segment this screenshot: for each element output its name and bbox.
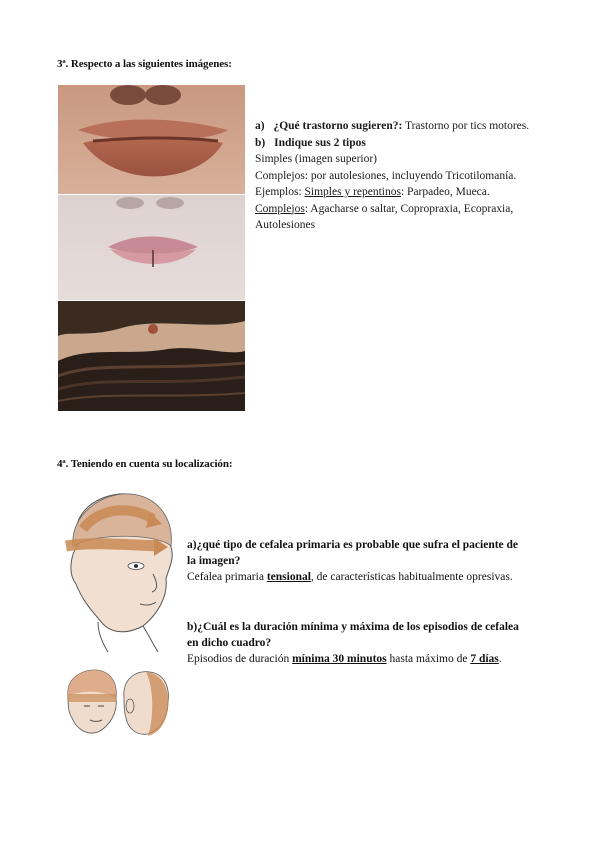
question-a-answer [187,569,527,585]
lips-photo-top [58,85,245,194]
answer-key-max: 7 días [470,653,499,665]
question-b-text: b)¿Cuál es la duración mínima y máxima de los episodios de cefalea en dicho cuadro? [187,621,519,649]
question-b [255,135,545,152]
question-a-label: a) [255,120,265,132]
answer-mid: hasta máximo de [386,653,471,665]
answer-rest: , de características habitualmente opresivas. [310,571,513,583]
lips-photo-middle [58,195,245,300]
scalp-photo-bottom [58,301,245,411]
examples-line [255,184,545,201]
answer-prefix: Episodios de duración [187,653,293,665]
answer-line-1: Simples (imagen superior) [255,153,378,165]
examples-simple: Simples y repentinos [304,186,401,198]
question-a-text: a)¿qué tipo de cefalea primaria es probable que sufra el paciente de la imagen? [187,539,519,567]
examples-complex-rest: : Agacharse o saltar, Copropraxia, Ecopraxia, Autolesiones [255,202,514,231]
answer-key-tensional: tensional [266,571,311,583]
question-a-answer: Trastorno por tics motores. [402,120,530,132]
question-b-answer [187,651,527,667]
examples-complex: Complejos [255,202,305,215]
section4-heading: 4ª. Teniendo en cuenta su localización: [57,458,233,470]
small-heads-illustration [62,668,172,740]
question-a-text: ¿Qué trastorno sugieren?: [273,120,403,132]
answer-line-2: Complejos: por autolesiones, incluyendo Tricotilomanía. [255,169,517,182]
examples-complex-line [255,201,545,234]
question-b-label: b) [255,136,266,149]
examples-simple-rest: : Parpadeo, Mueca. [400,186,490,198]
answer-prefix: Cefalea primaria [187,571,267,583]
question-b-text: Indique sus 2 tipos [274,136,366,149]
section3-answers [255,118,545,234]
section4-question-b [187,619,527,667]
section3-heading: 3ª. Respecto a las siguientes imágenes: [57,58,232,70]
question-a [255,118,545,135]
answer-end: . [498,653,502,665]
section4-question-a [187,537,527,585]
tension-headache-illustration [58,484,180,652]
examples-prefix: Ejemplos: [255,186,305,198]
answer-key-min: mínima 30 minutos [292,653,387,665]
